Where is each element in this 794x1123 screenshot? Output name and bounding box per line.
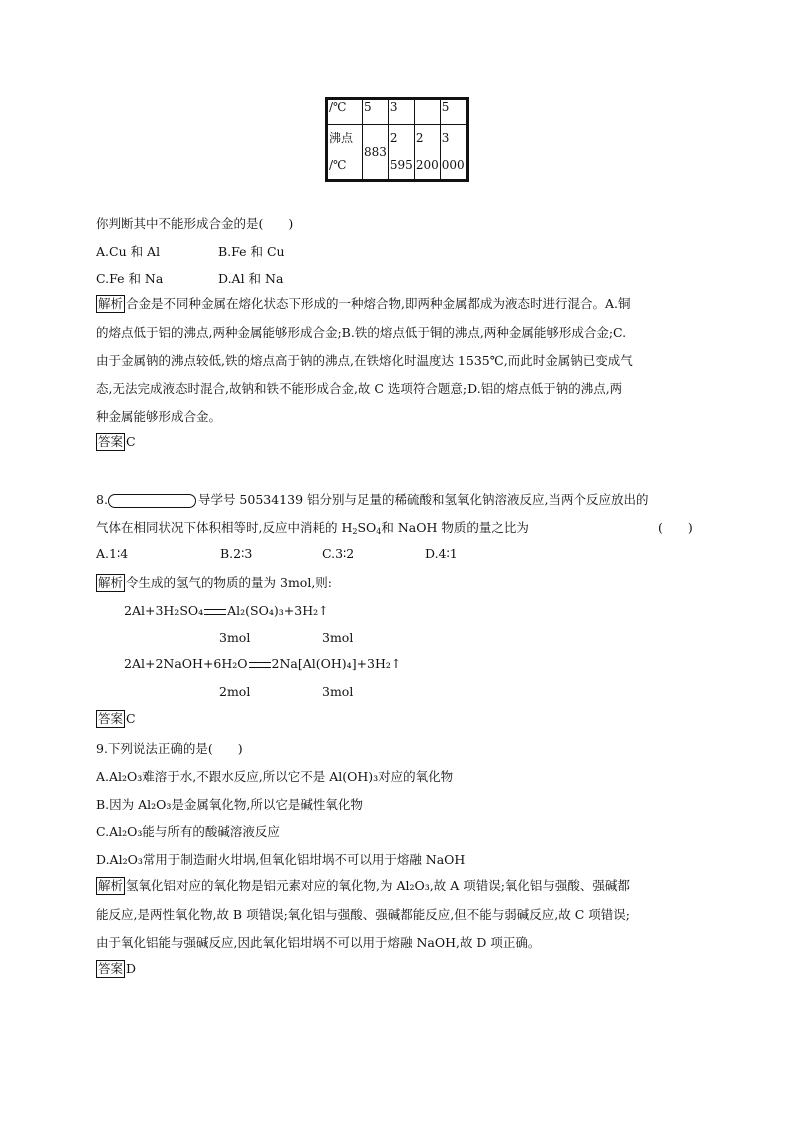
boiling-point-label bbox=[327, 125, 363, 181]
analysis-tag: 解析 bbox=[98, 575, 124, 590]
cell-value: 2 bbox=[389, 131, 398, 145]
answer-value: C bbox=[126, 711, 136, 726]
q7-option-b: B.Fe 和 Cu bbox=[218, 244, 285, 259]
q8-stem-line2: 气体在相同状况下体积相等时,反应中消耗的 $H_2SO_4$和 NaOH 物质的量之比为 bbox=[96, 520, 529, 536]
q9-analysis-line bbox=[96, 876, 630, 895]
melting-point-table bbox=[325, 97, 469, 182]
analysis-text: 合金是不同种金属在熔化状态下形成的一种熔合物,即两种金属都成为液态时进行混合。A.铜 bbox=[126, 296, 631, 311]
table-cell bbox=[363, 125, 389, 181]
q9-option-a: A.Al₂O₃难溶于水,不跟水反应,所以它不是 Al(OH)₃对应的氧化物 bbox=[96, 769, 454, 784]
q9-option-d: D.Al₂O₃常用于制造耐火坩埚,但氧化铝坩埚不可以用于熔融 NaOH bbox=[96, 852, 466, 867]
cell-value: 2 bbox=[415, 131, 424, 145]
q8-stem-text: 和 NaOH 物质的量之比为 bbox=[381, 520, 529, 535]
analysis-text: 令生成的氢气的物质的量为 3mol,则: bbox=[126, 575, 333, 590]
answer-tag: 答案 bbox=[98, 711, 124, 726]
q7-option-c: C.Fe 和 Na bbox=[96, 271, 164, 286]
equation-1-mol-b: 3mol bbox=[322, 630, 354, 645]
q8-option-a: A.1∶4 bbox=[96, 546, 129, 561]
q7-option-d: D.Al 和 Na bbox=[218, 271, 284, 286]
q9-stem: 9.下列说法正确的是( ) bbox=[96, 741, 243, 756]
equation-2-mol-a: 2mol bbox=[219, 684, 251, 699]
q8-number: 8. bbox=[96, 492, 108, 507]
equals-sign-icon bbox=[249, 662, 271, 668]
q9-answer bbox=[96, 960, 136, 978]
answer-value: C bbox=[126, 434, 136, 449]
cell-value: 200 bbox=[415, 158, 439, 172]
q8-answer bbox=[96, 710, 136, 728]
q8-option-b: B.2∶3 bbox=[220, 546, 253, 561]
equation-products: 2Na[Al(OH)₄]+3H₂↑ bbox=[271, 656, 402, 671]
equation-reactants: 2Al+2NaOH+6H₂O bbox=[124, 656, 248, 671]
table-cell: 3 bbox=[388, 99, 414, 125]
table-cell: 5 bbox=[440, 99, 467, 125]
q9-option-b: B.因为 Al₂O₃是金属氧化物,所以它是碱性氧化物 bbox=[96, 797, 363, 812]
equation-reactants: 2Al+3H₂SO₄ bbox=[124, 603, 204, 618]
analysis-tag: 解析 bbox=[98, 878, 124, 893]
table-cell bbox=[388, 125, 414, 181]
cell-value: 595 bbox=[389, 158, 413, 172]
answer-tag: 答案 bbox=[98, 961, 124, 976]
q7-answer bbox=[96, 433, 136, 451]
q7-analysis-line: 由于金属钠的沸点较低,铁的熔点高于钠的沸点,在铁熔化时温度达 1535℃,而此时金属钠已变成气 bbox=[96, 353, 633, 368]
guide-badge-icon bbox=[108, 494, 196, 508]
table-cell bbox=[440, 125, 467, 181]
q9-option-c: C.Al₂O₃能与所有的酸碱溶液反应 bbox=[96, 824, 280, 839]
cell-value: 000 bbox=[441, 158, 465, 172]
q7-analysis-line: 态,无法完成液态时混合,故钠和铁不能形成合金,故 C 选项符合题意;D.铝的熔点低于钠的沸点,两 bbox=[96, 381, 623, 396]
q8-analysis-line bbox=[96, 573, 332, 592]
analysis-tag: 解析 bbox=[98, 296, 124, 311]
answer-tag: 答案 bbox=[98, 434, 124, 449]
unit-cell: /℃ bbox=[327, 99, 363, 125]
q7-option-a: A.Cu 和 Al bbox=[96, 244, 161, 259]
table-cell: 5 bbox=[363, 99, 389, 125]
cell-value: 3 bbox=[441, 131, 450, 145]
q8-stem-text: SO bbox=[357, 520, 377, 535]
q7-analysis-line: 种金属能够形成合金。 bbox=[96, 409, 222, 424]
q7-stem: 你判断其中不能形成合金的是( ) bbox=[96, 216, 294, 231]
q7-analysis-line: 的熔点低于铝的沸点,两种金属能够形成合金;B.铁的熔点低于铜的沸点,两种金属能够形成合金;C. bbox=[96, 325, 627, 340]
q9-analysis-line: 能反应,是两性氧化物,故 B 项错误;氧化铝与强酸、强碱都能反应,但不能与弱碱反应,故 C 项错误; bbox=[96, 907, 630, 922]
boiling-label-unit: /℃ bbox=[329, 158, 347, 172]
boiling-label-text: 沸点 bbox=[329, 131, 354, 145]
q9-analysis-line: 由于氧化铝能与强碱反应,因此氧化铝坩埚不可以用于熔融 NaOH,故 D 项正确。 bbox=[96, 935, 541, 950]
q8-stem-text: 气体在相同状况下体积相等时,反应中消耗的 H bbox=[96, 520, 353, 535]
q8-option-c: C.3∶2 bbox=[322, 546, 355, 561]
q7-analysis-line bbox=[96, 294, 631, 313]
equation-2-mol-b: 3mol bbox=[322, 684, 354, 699]
analysis-text: 氢氧化铝对应的氧化物是铝元素对应的氧化物,为 Al₂O₃,故 A 项错误;氧化铝与强酸、强碱都 bbox=[126, 878, 630, 893]
equation-2 bbox=[124, 656, 401, 671]
equation-1 bbox=[124, 603, 329, 618]
cell-value: 883 bbox=[364, 145, 387, 159]
equation-1-mol-a: 3mol bbox=[219, 630, 251, 645]
table-cell bbox=[414, 125, 440, 181]
q8-paren: ( ) bbox=[658, 520, 693, 535]
table-cell bbox=[414, 99, 440, 125]
q8-stem-text: 导学号 50534139 铝分别与足量的稀硫酸和氢氧化钠溶液反应,当两个反应放出的 bbox=[197, 492, 649, 507]
q8-option-d: D.4∶1 bbox=[425, 546, 458, 561]
equation-products: Al₂(SO₄)₃+3H₂↑ bbox=[227, 603, 329, 618]
equals-sign-icon bbox=[204, 609, 226, 615]
answer-value: D bbox=[126, 961, 137, 976]
q8-stem-line1 bbox=[96, 490, 648, 508]
